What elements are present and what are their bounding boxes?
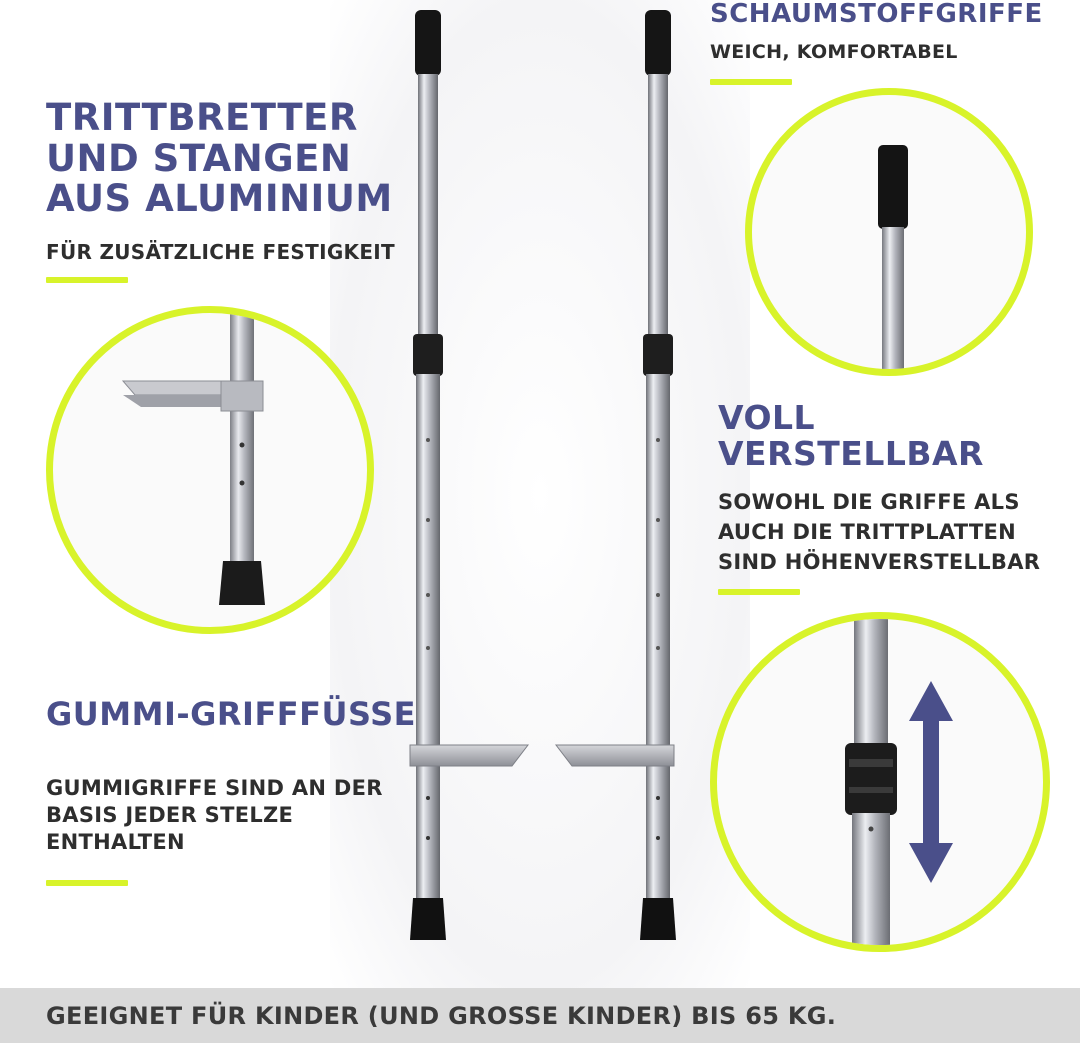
material-subtitle: FÜR ZUSÄTZLICHE FESTIGKEIT <box>46 240 395 264</box>
left-stilt-rubber-foot <box>410 898 446 940</box>
right-stilt-rubber-foot <box>640 898 676 940</box>
left-stilt-clamp <box>413 334 443 376</box>
adjust-headline-line-1: VOLL <box>718 398 816 437</box>
accent-line-3 <box>710 79 792 85</box>
right-stilt <box>556 10 676 940</box>
foam-grip-detail-circle <box>745 88 1033 376</box>
right-stilt-footplate <box>556 745 674 766</box>
adjust-description-line-2: AUCH DIE TRITTPLATTEN <box>718 520 1017 544</box>
stilts-product-image <box>380 0 700 988</box>
adjust-description-line-3: SIND HÖHENVERSTELLBAR <box>718 550 1041 574</box>
material-headline-line-2: UND STANGEN <box>46 136 352 180</box>
accent-line-4 <box>718 589 800 595</box>
adjustment-detail-image <box>717 619 1043 945</box>
footer-bar <box>0 988 1080 1043</box>
feet-description-line-1: GUMMIGRIFFE SIND AN DER <box>46 776 383 800</box>
up-down-arrow-icon <box>909 681 953 883</box>
feet-headline: GUMMI-GRIFFFÜSSE <box>46 695 417 733</box>
left-stilt-grip <box>415 10 441 76</box>
right-stilt-clamp <box>643 334 673 376</box>
left-stilt-footplate <box>410 745 528 766</box>
feet-description-line-3: ENTHALTEN <box>46 830 185 854</box>
left-stilt <box>410 10 528 940</box>
adjust-description-line-1: SOWOHL DIE GRIFFE ALS <box>718 490 1020 514</box>
adjust-description <box>718 487 1040 577</box>
feet-description <box>46 775 383 856</box>
material-headline-line-1: TRITTBRETTER <box>46 96 358 139</box>
feet-description-line-2: BASIS JEDER STELZE <box>46 803 294 827</box>
material-headline-line-3: AUS ALUMINIUM <box>46 177 393 221</box>
right-stilt-grip <box>645 10 671 76</box>
adjust-headline-line-2: VERSTELLBAR <box>718 434 984 474</box>
material-headline <box>46 98 393 220</box>
footplate-detail-image <box>53 313 367 627</box>
grip-headline: SCHAUMSTOFFGRIFFE <box>710 0 1043 29</box>
accent-line-2 <box>46 880 128 886</box>
accent-line-1 <box>46 277 128 283</box>
footer-text: GEEIGNET FÜR KINDER (UND GROSSE KINDER) BIS 65 KG. <box>46 1002 837 1030</box>
grip-subtitle: WEICH, KOMFORTABEL <box>710 41 958 63</box>
footplate-detail-circle <box>46 306 374 634</box>
foam-grip-detail-image <box>752 95 1026 369</box>
adjust-headline <box>718 400 984 473</box>
adjustment-detail-circle <box>710 612 1050 952</box>
